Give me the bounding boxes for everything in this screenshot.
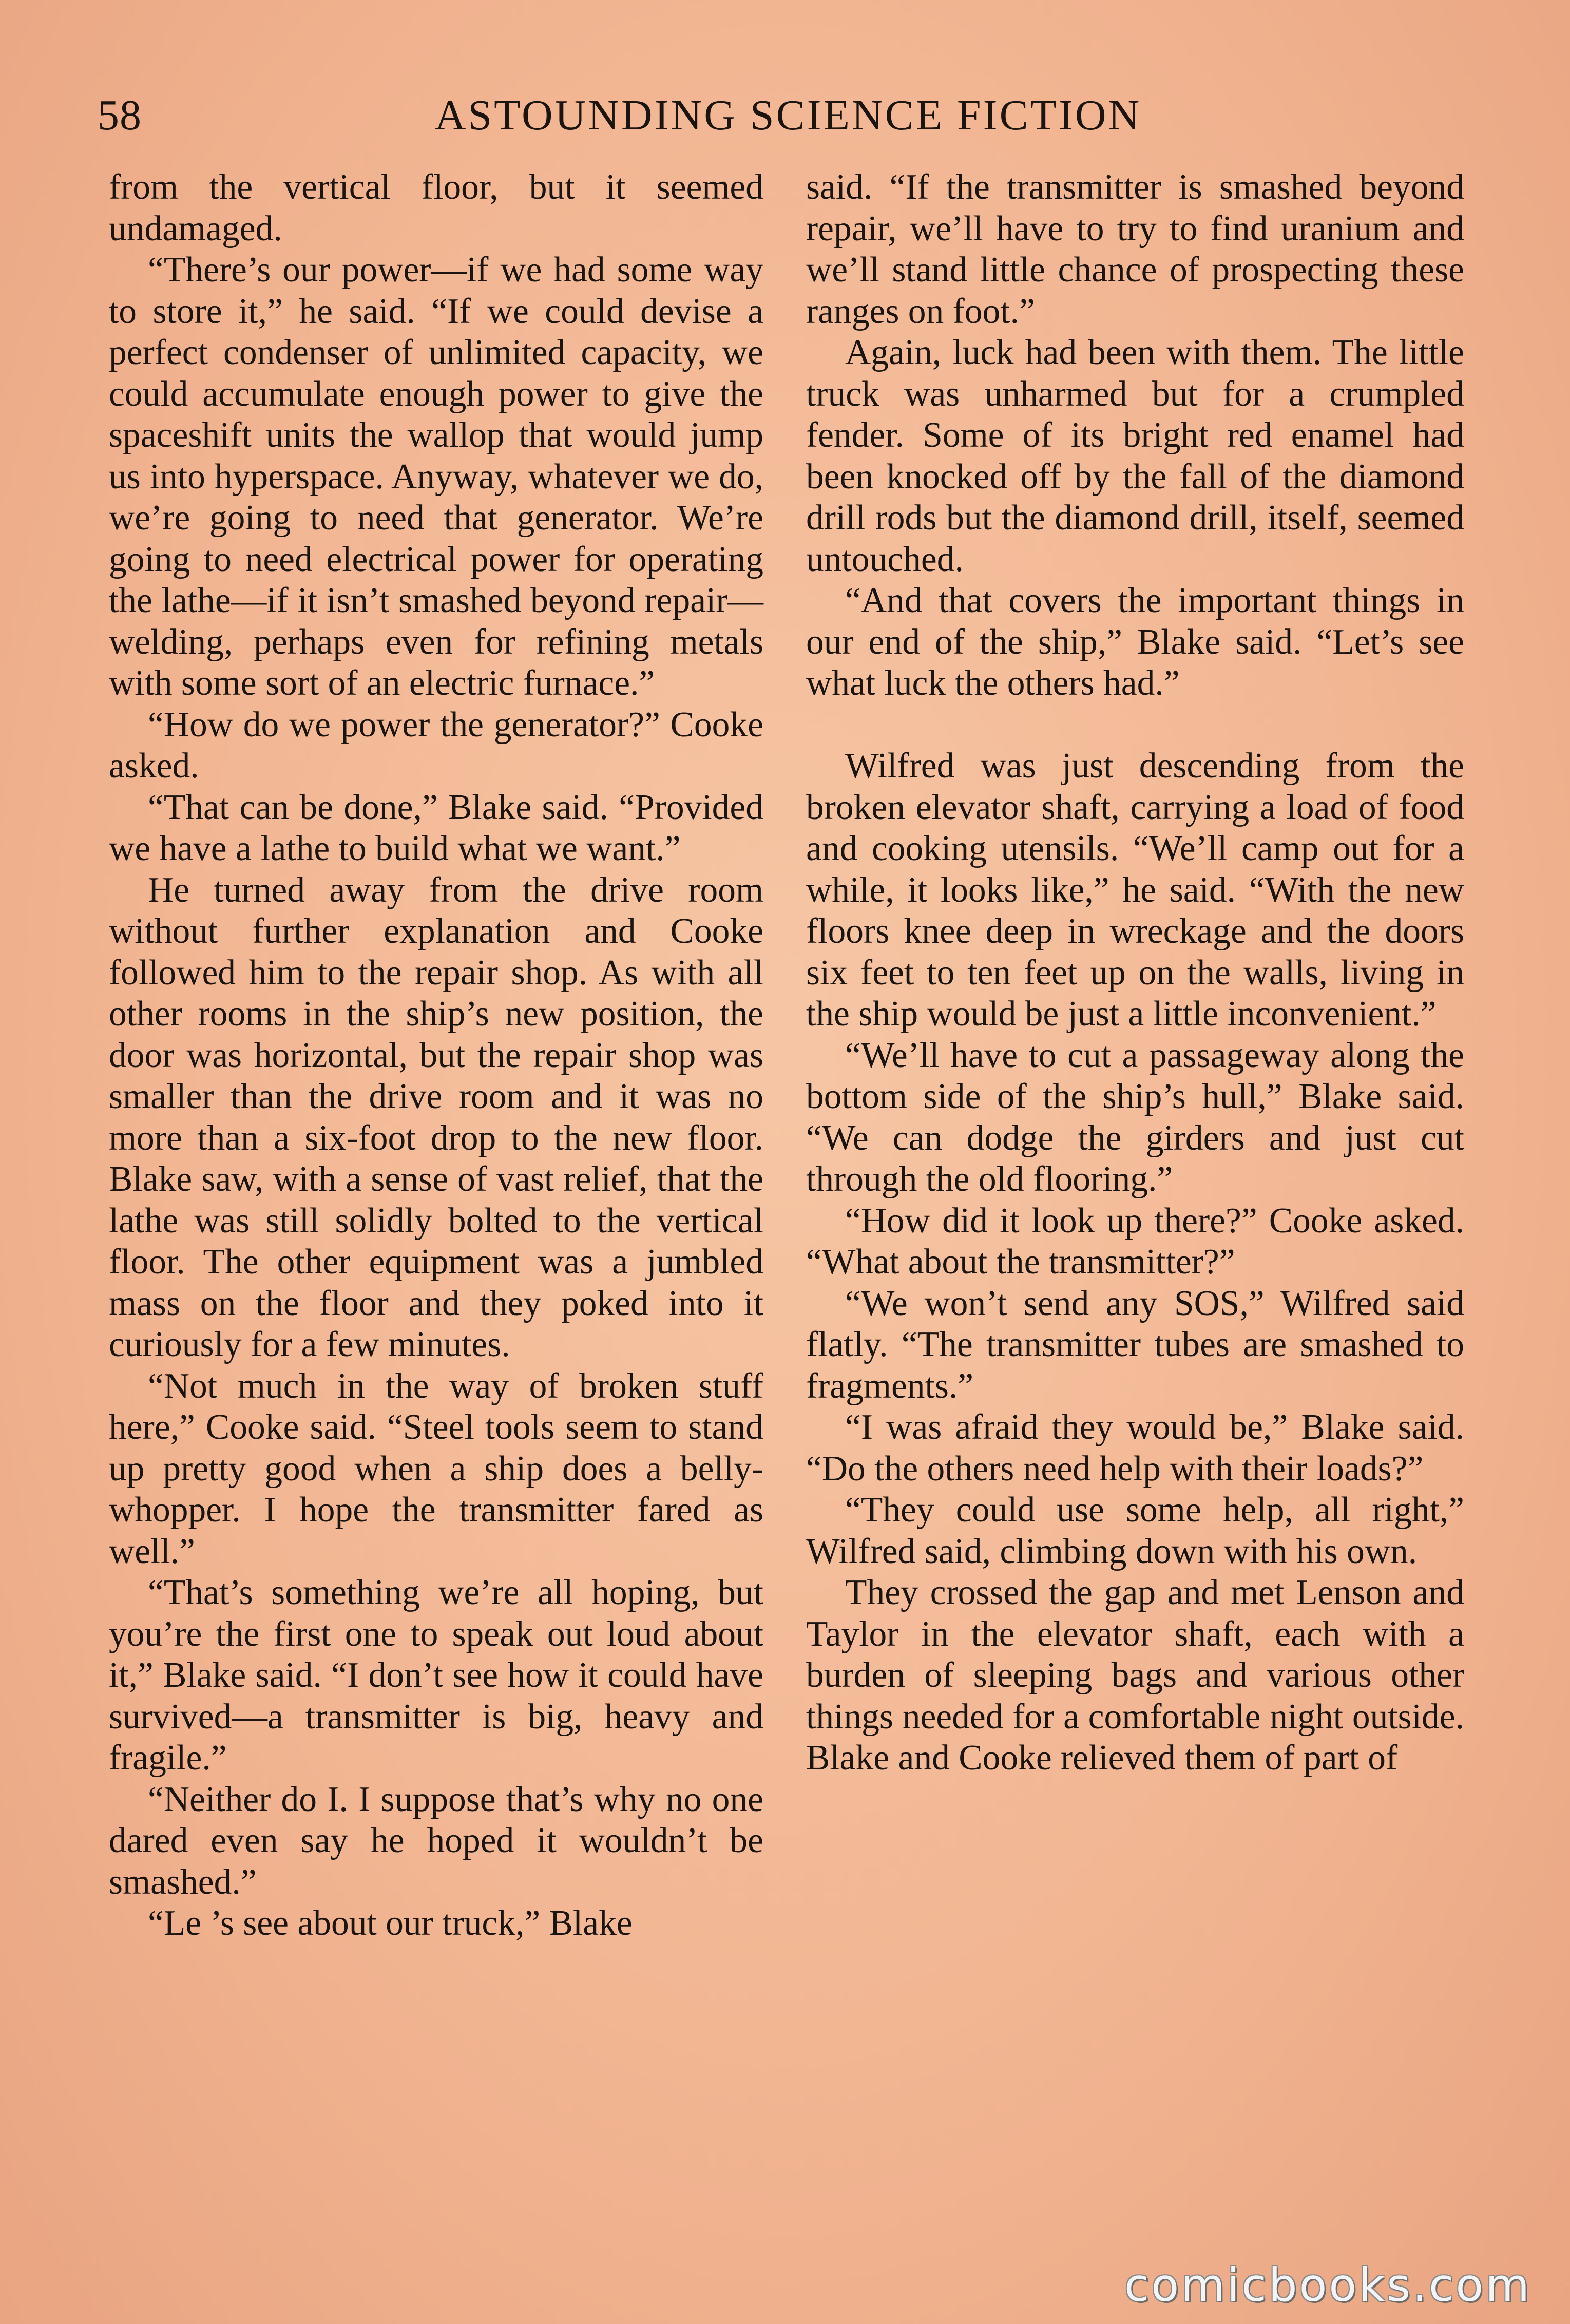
paragraph: He turned away from the drive room without further explanation and Cooke followed him to the repair shop. As with all other rooms in the ship’s new position, the door was horizontal, but the repair shop was smaller than the drive room and it was no more than a six-foot drop to the new floor. Blake saw, with a sense of vast relief, that the lathe was still solidly bolted to the vertical floor. The other equipment was a jumbled mass on the floor and they poked into it curiously for a few minutes. [109, 870, 763, 1364]
watermark: comicbooks.com [1124, 2259, 1531, 2312]
left-column [109, 167, 763, 1945]
page-header [98, 87, 1479, 144]
paragraph: “That can be done,” Blake said. “Provided we have a lathe to build what we want.” [109, 787, 763, 868]
paragraph: They crossed the gap and met Lenson and Taylor in the elevator shaft, each with a burden of sleeping bags and various other things needed for a comfortable night outside. Blake and Cooke relieved them of part of [806, 1573, 1464, 1778]
paragraph: said. “If the transmitter is smashed beyond repair, we’ll have to try to find uranium and we’ll stand little chance of prospecting these ranges on foot.” [806, 167, 1464, 331]
paragraph: Again, luck had been with them. The little truck was unharmed but for a crumpled fender. Some of its bright red enamel had been knocked off by the fall of the diamond drill rods but the diamond drill, itself, seemed untouched. [806, 333, 1464, 579]
paragraph: “We won’t send any SOS,” Wilfred said flatly. “The transmitter tubes are smashed to fragments.” [806, 1283, 1464, 1406]
paragraph: “I was afraid they would be,” Blake said. “Do the others need help with their loads?” [806, 1407, 1464, 1489]
paragraph: “And that covers the important things in our end of the ship,” Blake said. “Let’s see what luck the others had.” [806, 581, 1464, 703]
right-column [806, 167, 1464, 1779]
paragraph: “Not much in the way of broken stuff here,” Cooke said. “Steel tools seem to stand up pretty good when a ship does a belly-whopper. I hope the transmitter fared as well.” [109, 1366, 763, 1571]
paragraph: “We’ll have to cut a passageway along the bottom side of the ship’s hull,” Blake said. “We can dodge the girders and just cut through the old flooring.” [806, 1035, 1464, 1199]
paragraph: Wilfred was just descending from the broken elevator shaft, carrying a load of food and cooking utensils. “We’ll camp out for a while, it looks like,” he said. “With the new floors knee deep in wreckage and the doors six feet to ten feet up on the walls, living in the ship would be just a little inconvenient.” [806, 746, 1464, 1034]
paragraph: “Neither do I. I suppose that’s why no one dared even say he hoped it wouldn’t be smashed.” [109, 1779, 763, 1902]
paragraph: “How do we power the generator?” Cooke asked. [109, 704, 763, 786]
paragraph: “There’s our power—if we had some way to store it,” he said. “If we could devise a perfect condenser of unlimited capacity, we could accumulate enough power to give the spaceshift units the wallop that would jump us into hyperspace. Anyway, whatever we do, we’re going to need that generator. We’re going to need electrical power for operating the lathe—if it isn’t smashed beyond repair—welding, perhaps even for refining metals with some sort of an electric furnace.” [109, 250, 763, 703]
paragraph: “How did it look up there?” Cooke asked. “What about the transmitter?” [806, 1201, 1464, 1282]
page-number: 58 [98, 91, 142, 139]
paragraph: from the vertical floor, but it seemed undamaged. [109, 167, 763, 249]
running-head: ASTOUNDING SCIENCE FICTION [434, 91, 1142, 139]
paragraph: “Le ’s see about our truck,” Blake [148, 1903, 633, 1943]
paragraph: “They could use some help, all right,” Wilfred said, climbing down with his own. [806, 1490, 1464, 1571]
paragraph: “That’s something we’re all hoping, but you’re the first one to speak out loud about it,” Blake said. “I don’t see how it could have survived—a transmitter is big, heavy and fragile.” [109, 1573, 763, 1778]
